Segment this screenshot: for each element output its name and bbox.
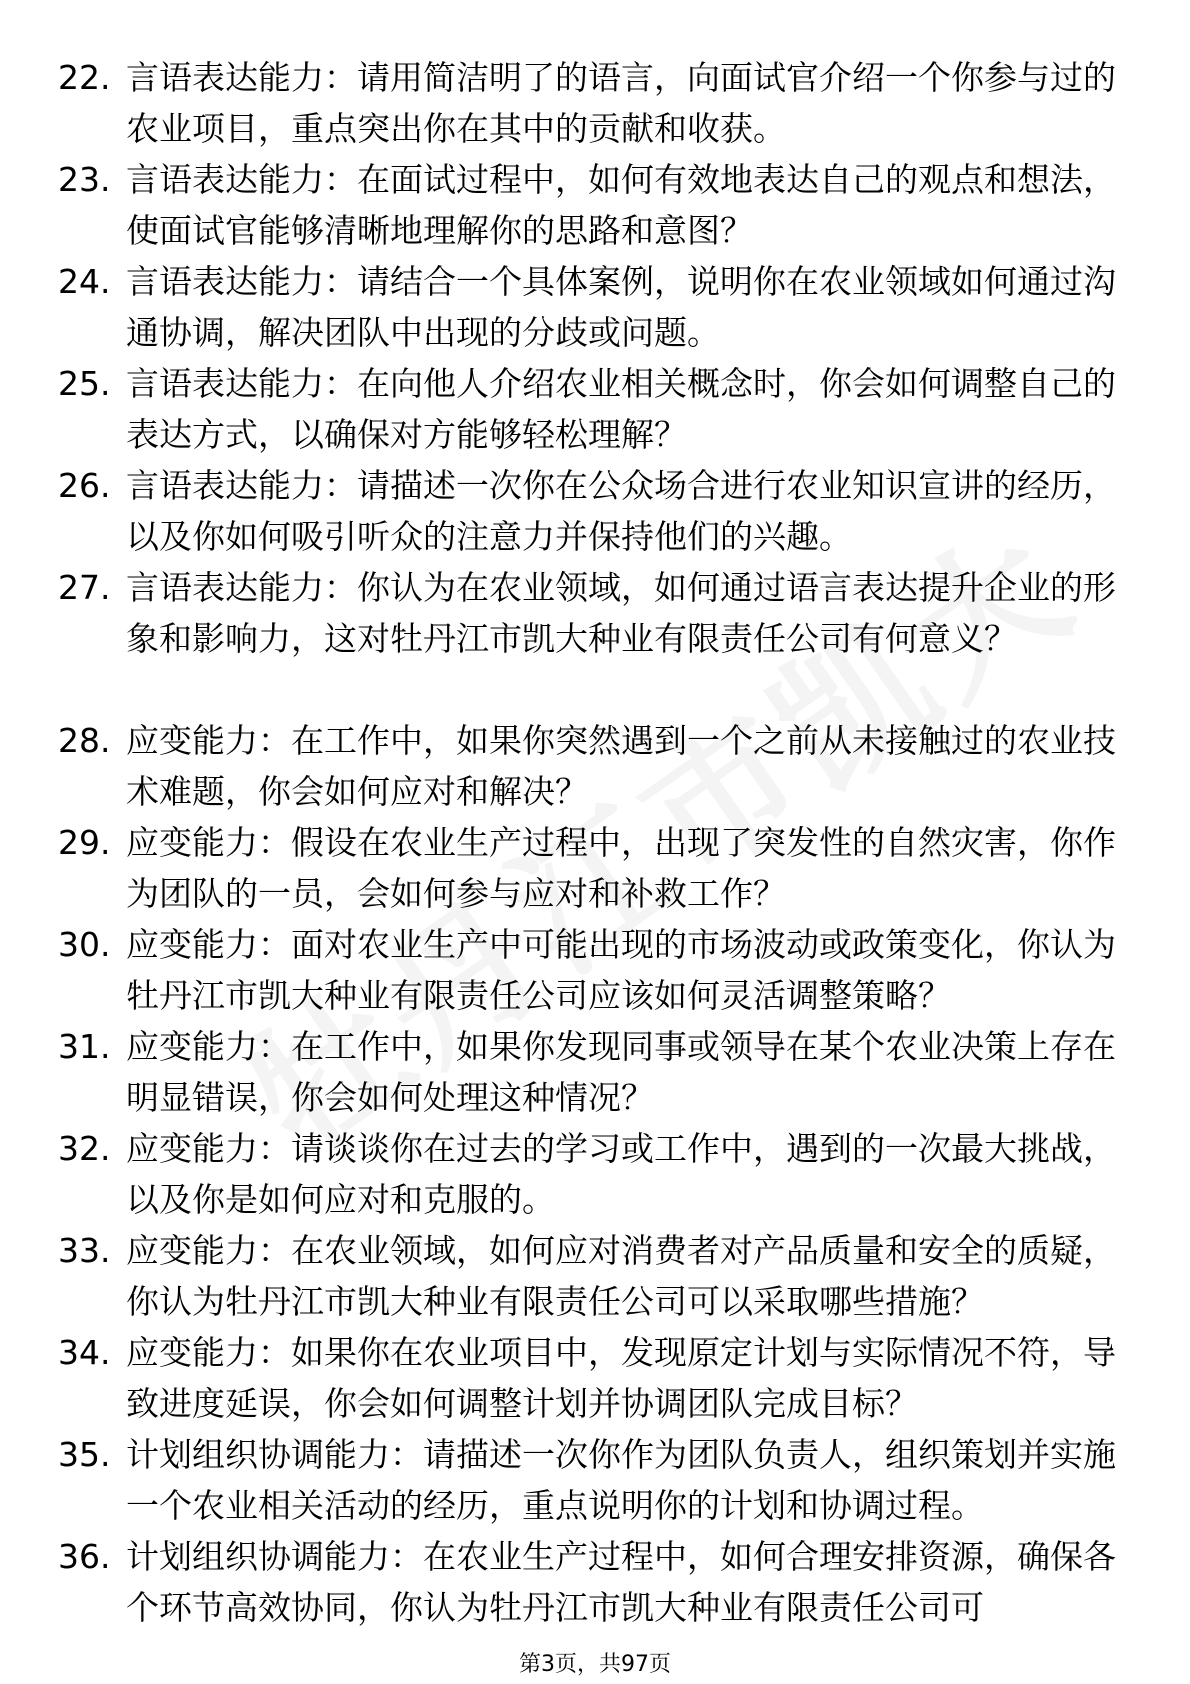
question-text: 言语表达能力：请用简洁明了的语言，向面试官介绍一个你参与过的农业项目，重点突出你在其中的贡献和收获。 bbox=[126, 58, 1116, 148]
question-text: 言语表达能力：在面试过程中，如何有效地表达自己的观点和想法，使面试官能够清晰地理解你的思路和意图？ bbox=[126, 160, 1116, 250]
question-item bbox=[58, 1225, 1138, 1327]
question-item bbox=[58, 1021, 1138, 1123]
question-text: 应变能力：假设在农业生产过程中，出现了突发性的自然灾害，你作为团队的一员，会如何参与应对和补救工作？ bbox=[126, 823, 1116, 913]
question-item bbox=[58, 715, 1138, 817]
question-item bbox=[58, 358, 1138, 460]
question-item bbox=[58, 1123, 1138, 1225]
question-text: 言语表达能力：请描述一次你在公众场合进行农业知识宣讲的经历，以及你如何吸引听众的注意力并保持他们的兴趣。 bbox=[126, 466, 1116, 556]
question-text: 言语表达能力：在向他人介绍农业相关概念时，你会如何调整自己的表达方式，以确保对方能够轻松理解？ bbox=[126, 364, 1116, 454]
question-item bbox=[58, 52, 1138, 154]
question-number: 34. bbox=[58, 1333, 111, 1372]
question-number: 24. bbox=[58, 262, 111, 301]
question-number: 28. bbox=[58, 721, 111, 760]
question-item bbox=[58, 460, 1138, 562]
question-item bbox=[58, 154, 1138, 256]
question-list bbox=[58, 52, 1138, 1633]
question-text: 计划组织协调能力：在农业生产过程中，如何合理安排资源，确保各个环节高效协同，你认为牡丹江市凯大种业有限责任公司可 bbox=[126, 1537, 1116, 1627]
question-text: 言语表达能力：你认为在农业领域，如何通过语言表达提升企业的形象和影响力，这对牡丹江市凯大种业有限责任公司有何意义？ bbox=[126, 568, 1116, 658]
question-number: 35. bbox=[58, 1435, 111, 1474]
question-text: 言语表达能力：请结合一个具体案例，说明你在农业领域如何通过沟通协调，解决团队中出现的分歧或问题。 bbox=[126, 262, 1116, 352]
question-text: 应变能力：在工作中，如果你发现同事或领导在某个农业决策上存在明显错误，你会如何处理这种情况？ bbox=[126, 1027, 1116, 1117]
question-item bbox=[58, 817, 1138, 919]
question-item bbox=[58, 256, 1138, 358]
question-number: 27. bbox=[58, 568, 111, 607]
question-item bbox=[58, 562, 1138, 715]
question-number: 26. bbox=[58, 466, 111, 505]
question-number: 36. bbox=[58, 1537, 111, 1576]
question-number: 25. bbox=[58, 364, 111, 403]
question-number: 33. bbox=[58, 1231, 111, 1270]
question-text: 应变能力：如果你在农业项目中，发现原定计划与实际情况不符，导致进度延误，你会如何调整计划并协调团队完成目标？ bbox=[126, 1333, 1116, 1423]
question-number: 31. bbox=[58, 1027, 111, 1066]
question-text: 应变能力：在工作中，如果你突然遇到一个之前从未接触过的农业技术难题，你会如何应对和解决？ bbox=[126, 721, 1116, 811]
question-text: 应变能力：在农业领域，如何应对消费者对产品质量和安全的质疑，你认为牡丹江市凯大种业有限责任公司可以采取哪些措施？ bbox=[126, 1231, 1116, 1321]
question-number: 23. bbox=[58, 160, 111, 199]
question-item bbox=[58, 1429, 1138, 1531]
page-footer: 第3页，共97页 bbox=[519, 1652, 671, 1677]
question-text: 应变能力：请谈谈你在过去的学习或工作中，遇到的一次最大挑战，以及你是如何应对和克服的。 bbox=[126, 1129, 1116, 1219]
question-text: 应变能力：面对农业生产中可能出现的市场波动或政策变化，你认为牡丹江市凯大种业有限责任公司应该如何灵活调整策略？ bbox=[126, 925, 1116, 1015]
question-number: 22. bbox=[58, 58, 111, 97]
question-number: 32. bbox=[58, 1129, 111, 1168]
question-text: 计划组织协调能力：请描述一次你作为团队负责人，组织策划并实施一个农业相关活动的经历，重点说明你的计划和协调过程。 bbox=[126, 1435, 1116, 1525]
question-item bbox=[58, 919, 1138, 1021]
question-item bbox=[58, 1531, 1138, 1633]
question-item bbox=[58, 1327, 1138, 1429]
question-number: 29. bbox=[58, 823, 111, 862]
question-number: 30. bbox=[58, 925, 111, 964]
